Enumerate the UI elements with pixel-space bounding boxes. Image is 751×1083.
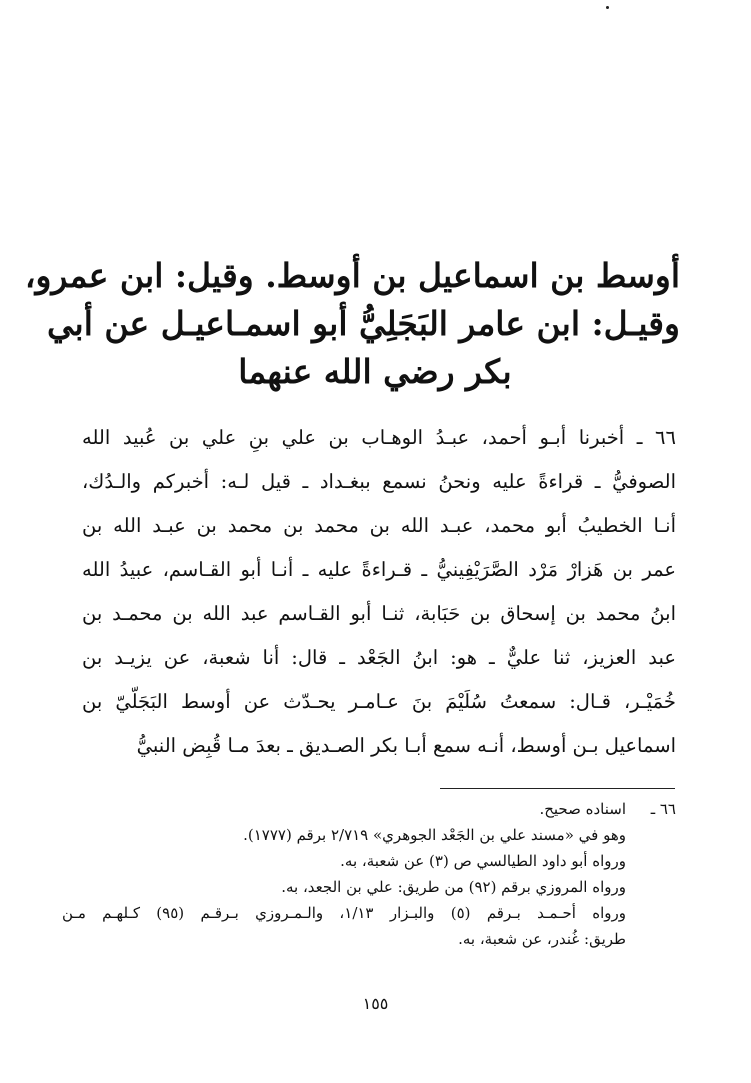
- footnote-divider: [440, 788, 675, 789]
- hadith-text-line: ابنُ محمد بن إسحاق بن حَبَابة، ثنـا أبو القـاسم عبد الله بن محمـد بن: [82, 602, 676, 625]
- footnote-text: طريق: غُندر، عن شعبة، به.: [458, 930, 626, 948]
- footnote-text: ورواه أحـمـد بـرقم (٥) والبـزار ١/١٣، والـمـروزي بـرقـم (٩٥) كـلهـم مـن: [62, 904, 627, 922]
- hadith-text-line: أنـا الخطيبُ أبو محمد، عبـد الله بن محمد بن محمد بن عبـد الله بن: [82, 514, 676, 537]
- footnote-line: [62, 796, 676, 822]
- footnote-text: ورواه المروزي برقم (٩٢) من طريق: علي بن الجعد، به.: [281, 878, 626, 896]
- ink-speck: [606, 6, 609, 9]
- hadith-text-line: عمر بن هَزارْ مَرْد الصَّرَيْفِينيُّ ـ قـراءةً عليه ـ أنـا أبو القـاسم، عبيدُ الله: [82, 558, 676, 581]
- chapter-title-line: أوسط بن اسماعيل بن أوسط. وقيل: ابن عمرو،: [24, 256, 680, 295]
- footnote-line: [62, 926, 676, 952]
- footnote-text: اسناده صحيح.: [539, 800, 626, 818]
- chapter-title: [24, 252, 680, 396]
- footnote-line: [62, 900, 676, 926]
- chapter-title-line: بكر رضي الله عنهما: [238, 352, 512, 391]
- hadith-text-line: ٦٦ ـ أخبرنا أبـو أحمد، عبـدُ الوهـاب بن علي بنِ علي بن عُبيد الله: [82, 426, 676, 449]
- chapter-title-line: وقيـل: ابن عامر البَجَلِيُّ أبو اسمـاعيـل عن أبي: [47, 304, 680, 343]
- hadith-text-line: اسماعيل بـن أوسط، أنـه سمع أبـا بكر الصـديق ـ بعدَ مـا قُبِض النبيُّ: [136, 734, 676, 757]
- hadith-text-line: خُمَيْـر، قـال: سمعتُ سُلَيْمَ بنَ عـامـر يحـدّث عن أوسط البَجَلّيّ بن: [82, 690, 676, 713]
- hadith-text-line: الصوفيُّ ـ قراءةً عليه ونحنُ نسمع ببغـداد ـ قيل لـه: أخبركم والـدُك،: [82, 470, 676, 493]
- footnote-line: [62, 874, 676, 900]
- footnote-number: ٦٦ ـ: [650, 800, 676, 818]
- hadith-text: [82, 416, 676, 768]
- footnote-text: ورواه أبو داود الطيالسي ص (٣) عن شعبة، به.: [340, 852, 626, 870]
- footnote-line: [62, 848, 676, 874]
- hadith-text-line: عبد العزيز، ثنا عليٌّ ـ هو: ابنُ الجَعْد ـ قال: أنا شعبة، عن يزيـد بن: [82, 646, 676, 669]
- footnote-line: [62, 822, 676, 848]
- footnote-text: وهو في «مسند علي بن الجَعْد الجوهري» ٢/٧١٩ برقم (١٧٧٧).: [243, 826, 626, 844]
- footnotes: [62, 796, 676, 952]
- page-number: ١٥٥: [362, 994, 389, 1013]
